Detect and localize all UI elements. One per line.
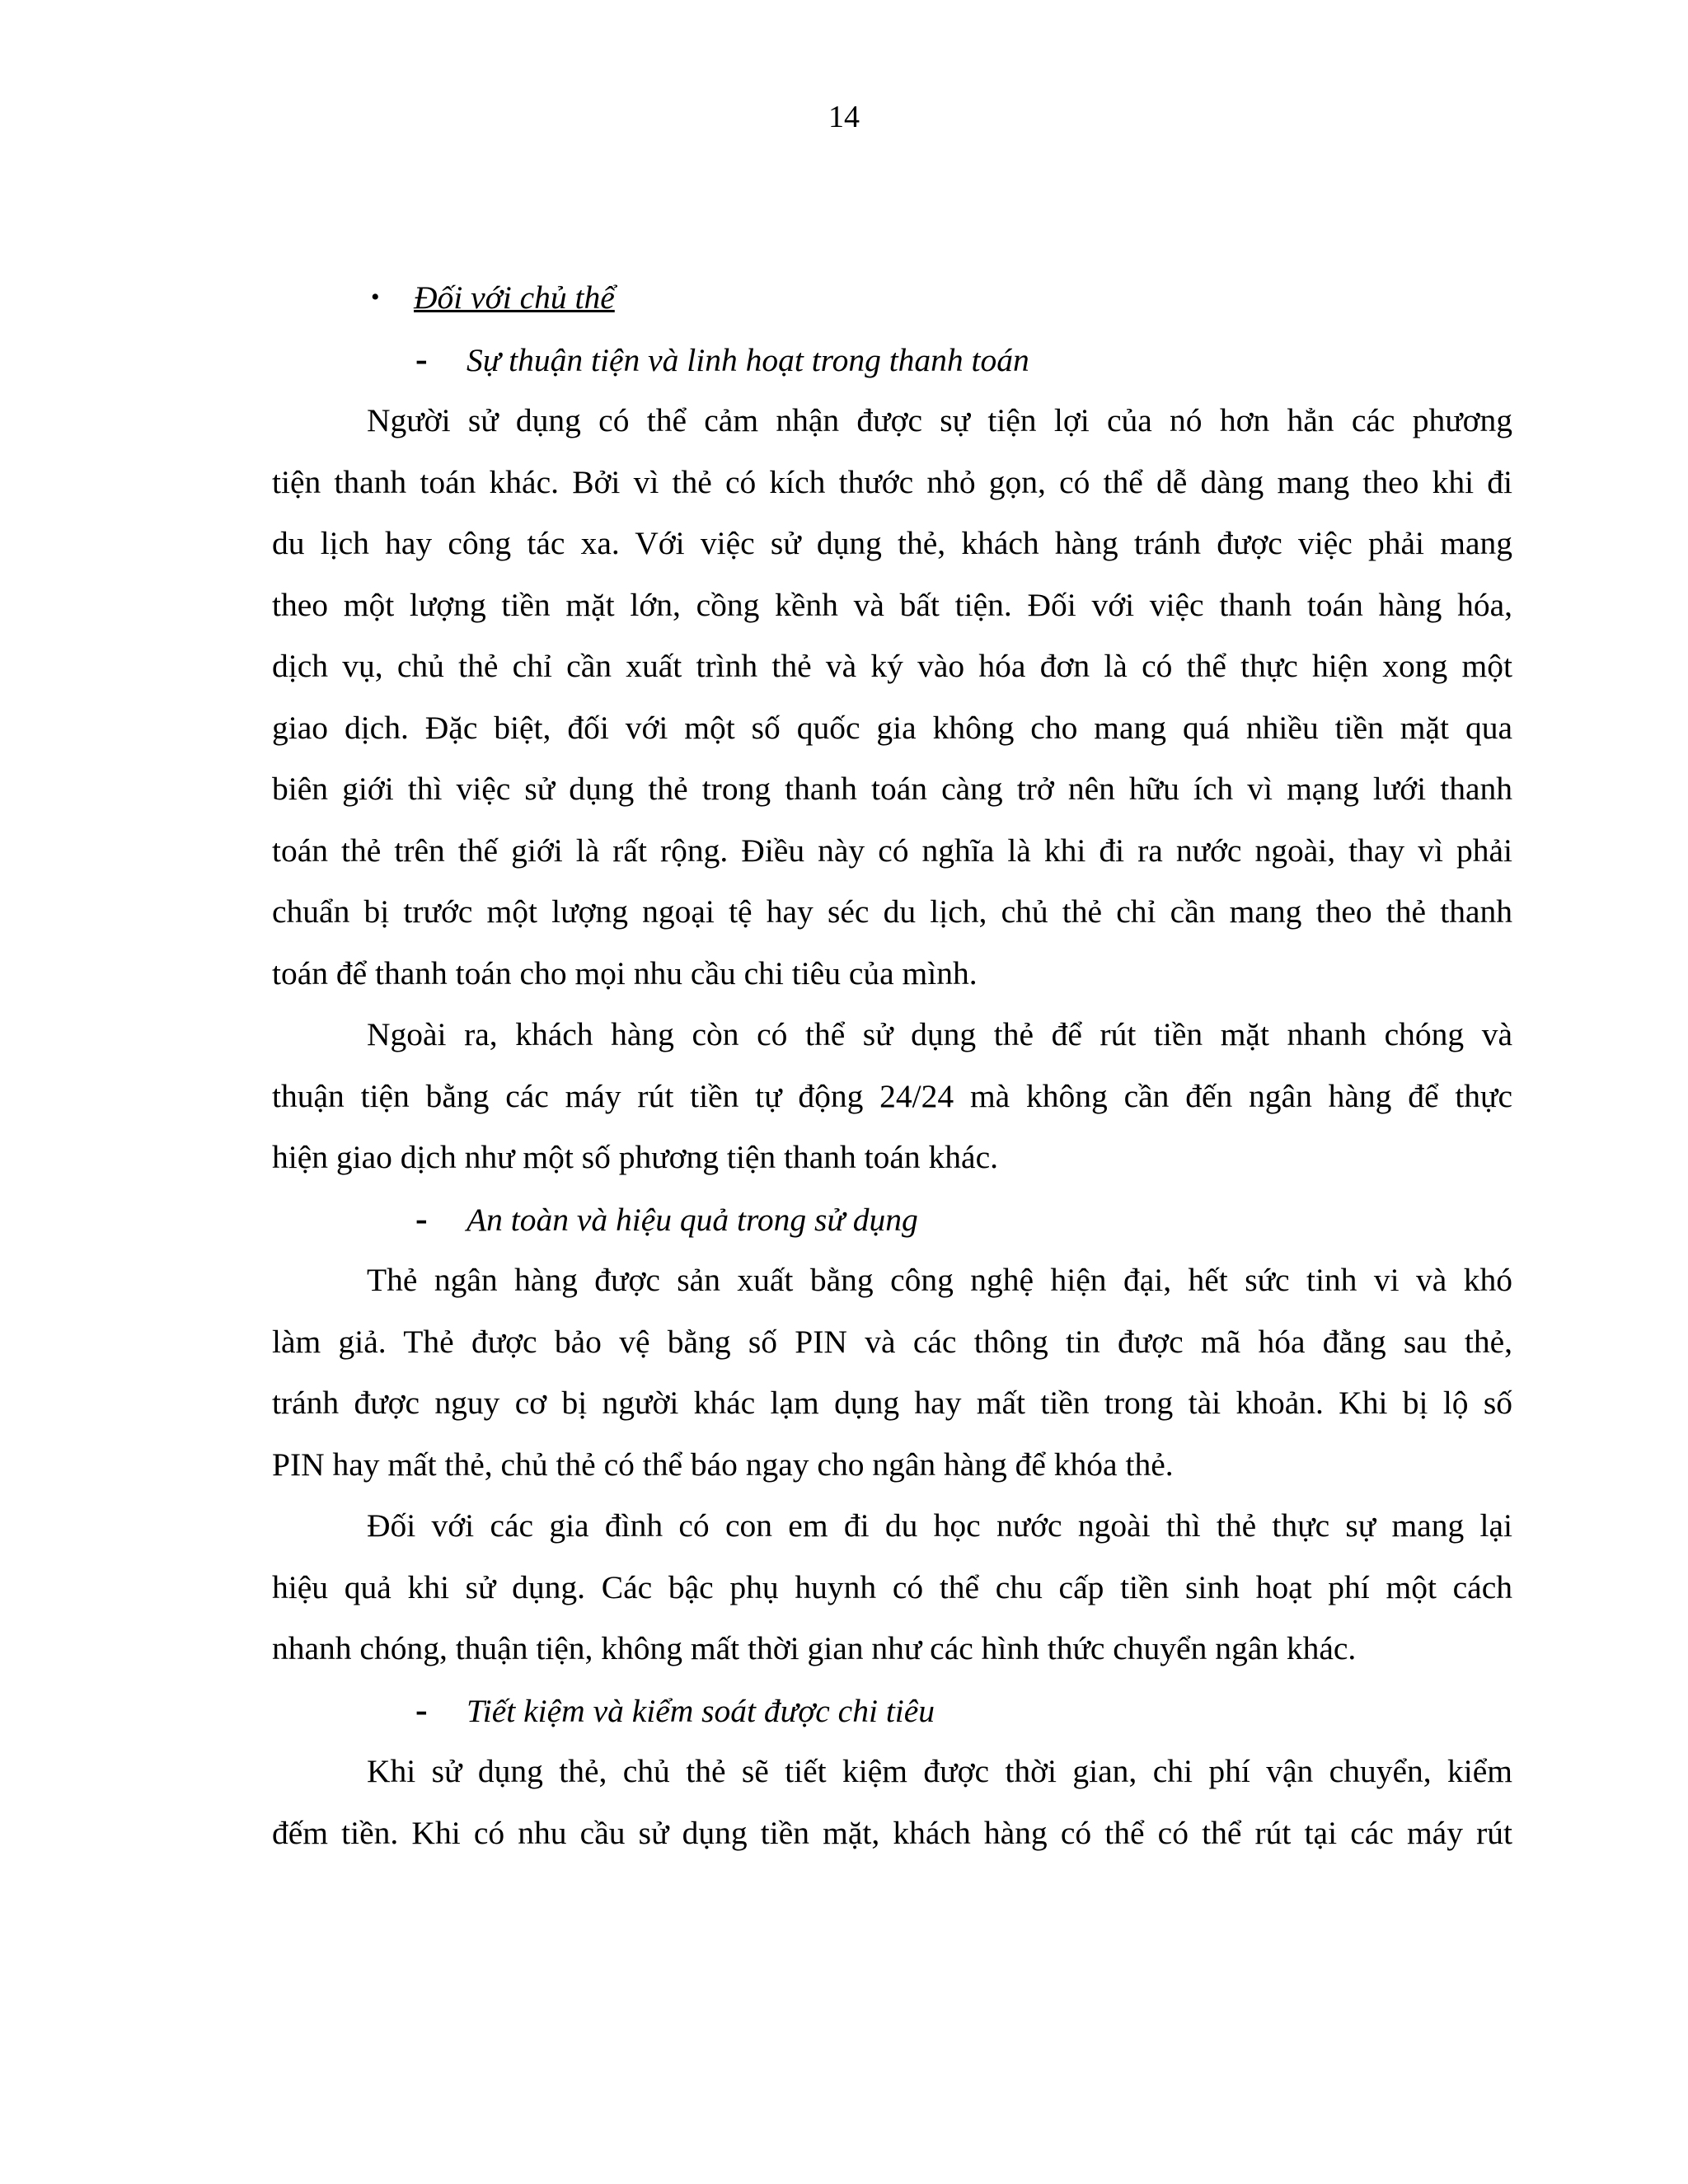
paragraph-line: Khi sử dụng thẻ, chủ thẻ sẽ tiết kiệm được thời gian, chi phí vận chuyển, kiểm xyxy=(367,1753,1512,1789)
subsection-heading xyxy=(272,1680,1512,1741)
document-body xyxy=(272,267,1512,1863)
subsection-title: An toàn và hiệu quả trong sử dụng xyxy=(467,1201,918,1238)
paragraph xyxy=(272,1495,1512,1680)
paragraph-line: toán thẻ trên thế giới là rất rộng. Điều này có nghĩa là khi đi ra nước ngoài, thay vì phải xyxy=(272,832,1512,869)
subsection-heading xyxy=(272,1188,1512,1250)
dash-icon: - xyxy=(415,338,428,379)
page-number: 14 xyxy=(828,100,860,134)
paragraph-line: đếm tiền. Khi có nhu cầu sử dụng tiền mặt, khách hàng có thể có thể rút tại các máy rút xyxy=(272,1814,1512,1851)
paragraph-line: Người sử dụng có thể cảm nhận được sự tiện lợi của nó hơn hẳn các phương xyxy=(367,402,1512,438)
paragraph xyxy=(272,390,1512,1004)
paragraph xyxy=(272,1741,1512,1863)
paragraph-line: Ngoài ra, khách hàng còn có thể sử dụng thẻ để rút tiền mặt nhanh chóng và xyxy=(367,1016,1512,1052)
paragraph-line: hiện giao dịch như một số phương tiện thanh toán khác. xyxy=(272,1139,998,1175)
subsection-title: Tiết kiệm và kiểm soát được chi tiêu xyxy=(467,1692,935,1729)
paragraph-line: theo một lượng tiền mặt lớn, cồng kềnh và bất tiện. Đối với việc thanh toán hàng hóa, xyxy=(272,586,1512,623)
paragraph-line: Đối với các gia đình có con em đi du học nước ngoài thì thẻ thực sự mang lại xyxy=(367,1507,1512,1544)
paragraph-line: dịch vụ, chủ thẻ chỉ cần xuất trình thẻ và ký vào hóa đơn là có thể thực hiện xong một xyxy=(272,648,1512,684)
section-heading xyxy=(272,267,1512,329)
paragraph-line: du lịch hay công tác xa. Với việc sử dụng thẻ, khách hàng tránh được việc phải mang xyxy=(272,525,1512,561)
bullet-icon: • xyxy=(371,284,380,311)
subsection-title: Sự thuận tiện và linh hoạt trong thanh toán xyxy=(467,341,1029,378)
subsection-heading xyxy=(272,329,1512,391)
paragraph-line: chuẩn bị trước một lượng ngoại tệ hay séc du lịch, chủ thẻ chỉ cần mang theo thẻ thanh xyxy=(272,893,1512,930)
paragraph-line: biên giới thì việc sử dụng thẻ trong thanh toán càng trở nên hữu ích vì mạng lưới thanh xyxy=(272,771,1512,807)
paragraph-line: PIN hay mất thẻ, chủ thẻ có thể báo ngay cho ngân hàng để khóa thẻ. xyxy=(272,1446,1174,1483)
section-heading-text: Đối với chủ thể xyxy=(414,279,615,316)
paragraph-line: hiệu quả khi sử dụng. Các bậc phụ huynh có thể chu cấp tiền sinh hoạt phí một cách xyxy=(272,1568,1512,1605)
paragraph-line: tránh được nguy cơ bị người khác lạm dụng hay mất tiền trong tài khoản. Khi bị lộ số xyxy=(272,1385,1512,1421)
paragraph-line: Thẻ ngân hàng được sản xuất bằng công nghệ hiện đại, hết sức tinh vi và khó xyxy=(367,1262,1512,1298)
dash-icon: - xyxy=(415,1689,428,1730)
paragraph-line: tiện thanh toán khác. Bởi vì thẻ có kích thước nhỏ gọn, có thể dễ dàng mang theo khi đi xyxy=(272,463,1512,500)
paragraph-line: làm giả. Thẻ được bảo vệ bằng số PIN và các thông tin được mã hóa đằng sau thẻ, xyxy=(272,1323,1512,1360)
paragraph-line: giao dịch. Đặc biệt, đối với một số quốc gia không cho mang quá nhiều tiền mặt qua xyxy=(272,709,1512,746)
paragraph xyxy=(272,1249,1512,1495)
paragraph-line: toán để thanh toán cho mọi nhu cầu chi tiêu của mình. xyxy=(272,954,978,991)
paragraph-line: nhanh chóng, thuận tiện, không mất thời gian như các hình thức chuyển ngân khác. xyxy=(272,1630,1357,1666)
paragraph-line: thuận tiện bằng các máy rút tiền tự động 24/24 mà không cần đến ngân hàng để thực xyxy=(272,1077,1512,1114)
dash-icon: - xyxy=(415,1197,428,1239)
paragraph xyxy=(272,1004,1512,1188)
